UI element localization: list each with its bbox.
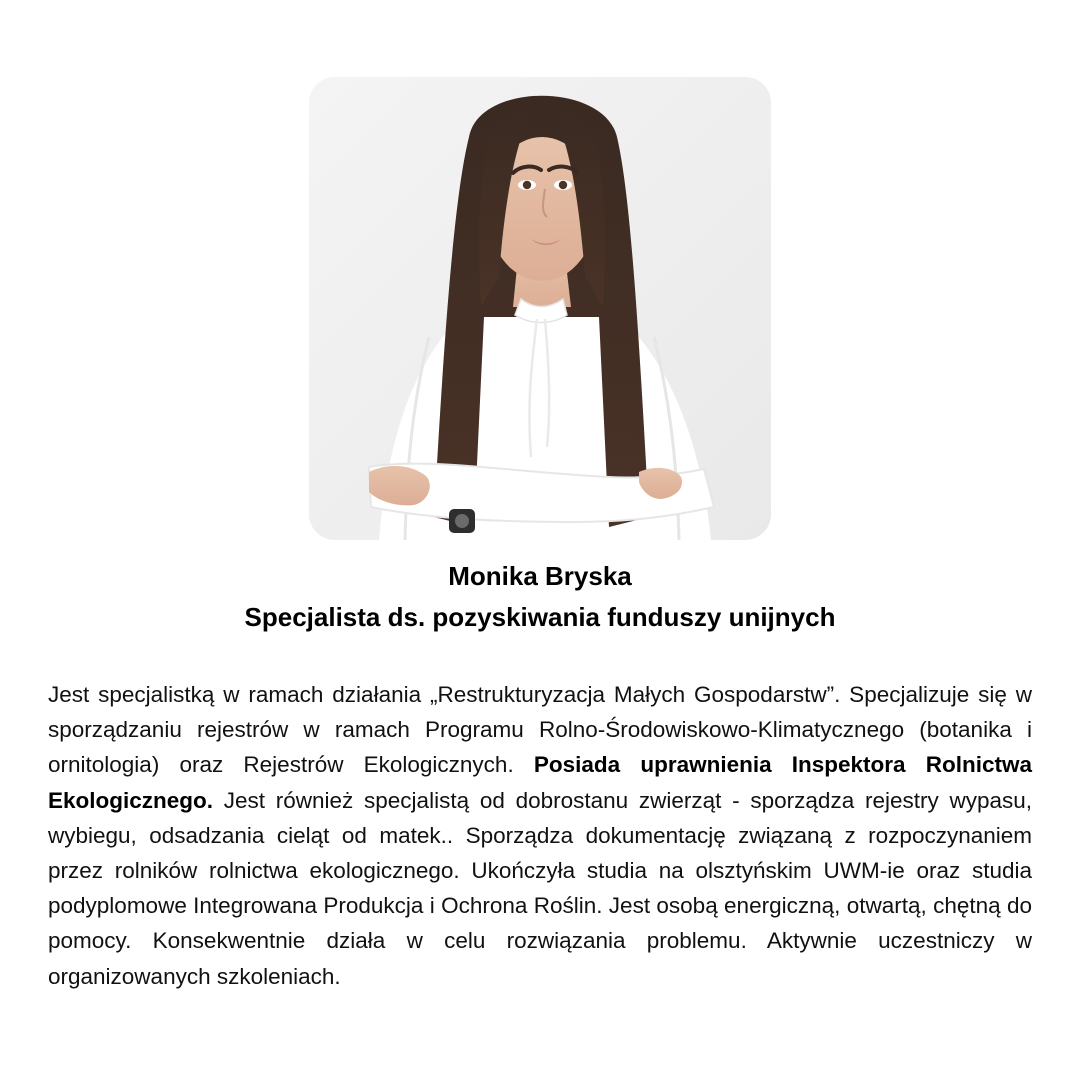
- bio-text-part-2: Jest również specjalistą od dobrostanu zwierząt - sporządza rejestry wypasu, wybiegu, odsadzania cieląt od matek.. Sporządza dokumentację związaną z rozpoczynaniem przez rolników rolnictwa ekologicznego. Ukończyła studia na olsztyńskim UWM-ie oraz studia podyplomowe Integrowana Produkcja i Ochrona Roślin. Jest osobą energiczną, otwartą, chętną do pomocy. Konsekwentnie działa w celu rozwiązania problemu. Aktywnie uczestniczy w organizowanych szkoleniach.: [48, 787, 1032, 989]
- bio-text-bold: Posiada uprawnienia Inspektora Rolnictwa Ekologicznego.: [48, 752, 1032, 813]
- portrait-photo-icon: [309, 77, 771, 540]
- bio-text-part-1: Jest specjalistką w ramach działania „Restrukturyzacja Małych Gospodarstw”. Specjalizuje się w sporządzaniu rejestrów w ramach Programu Rolno-Środowiskowo-Klimatycznego (botanika i ornitologia) oraz Rejestrów Ekologicznych.: [48, 682, 1032, 778]
- profile-photo: [309, 77, 771, 540]
- bio-paragraph: [48, 677, 1032, 994]
- person-name: Monika Bryska: [448, 561, 632, 591]
- job-title: Specjalista ds. pozyskiwania funduszy unijnych: [244, 602, 836, 632]
